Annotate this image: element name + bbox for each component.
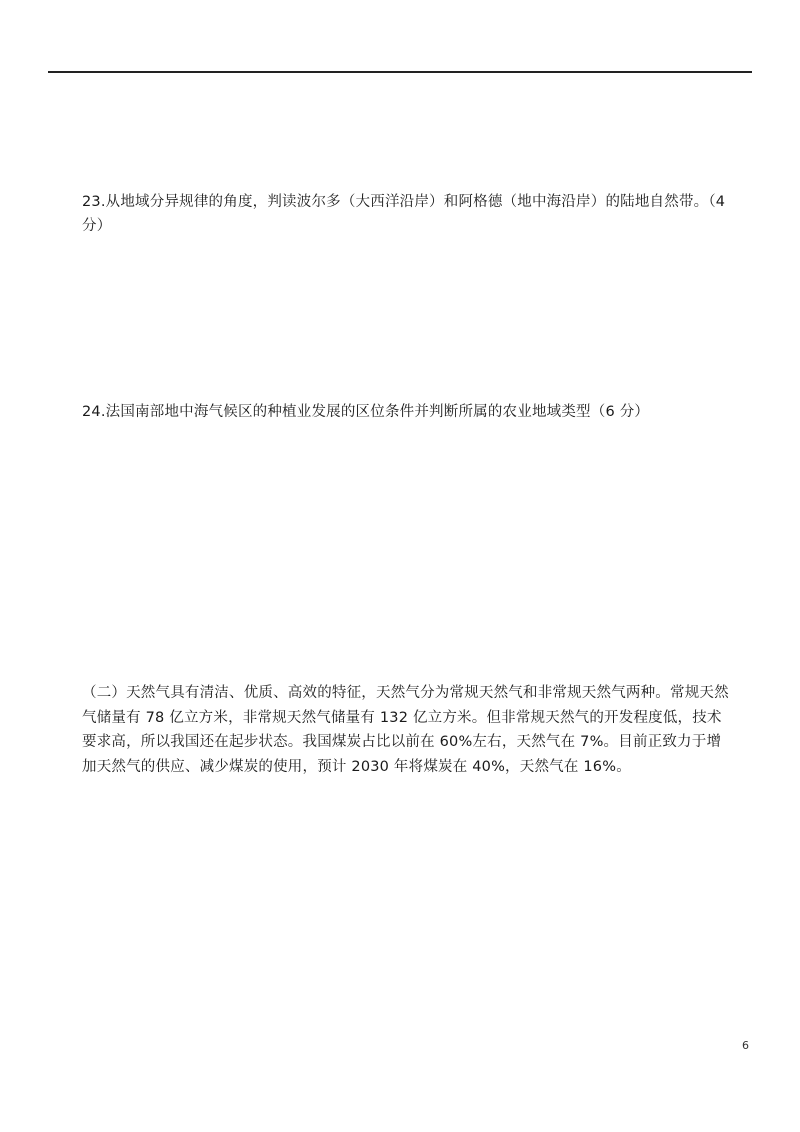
page-number: 6 — [742, 1039, 749, 1052]
question-23: 23.从地域分异规律的角度，判读波尔多（大西洋沿岸）和阿格德（地中海沿岸）的陆地自然带。（4 分） — [82, 194, 726, 234]
header-rule — [48, 71, 752, 73]
passage-natural-gas: （二）天然气具有清洁、优质、高效的特征，天然气分为常规天然气和非常规天然气两种。常规天然气储量有 78 亿立方米，非常规天然气储量有 132 亿立方米。但非常规天然气的开发程度低，技术要求高，所以我国还在起步状态。我国煤炭占比以前在 60%左右，天然气在 7%。目前正致力于增加天然气的供应、减少煤炭的使用，预计 2030 年将煤炭在 40%，天然气在 16%。 — [82, 685, 729, 775]
question-24: 24.法国南部地中海气候区的种植业发展的区位条件并判断所属的农业地域类型（6 分） — [82, 404, 650, 420]
